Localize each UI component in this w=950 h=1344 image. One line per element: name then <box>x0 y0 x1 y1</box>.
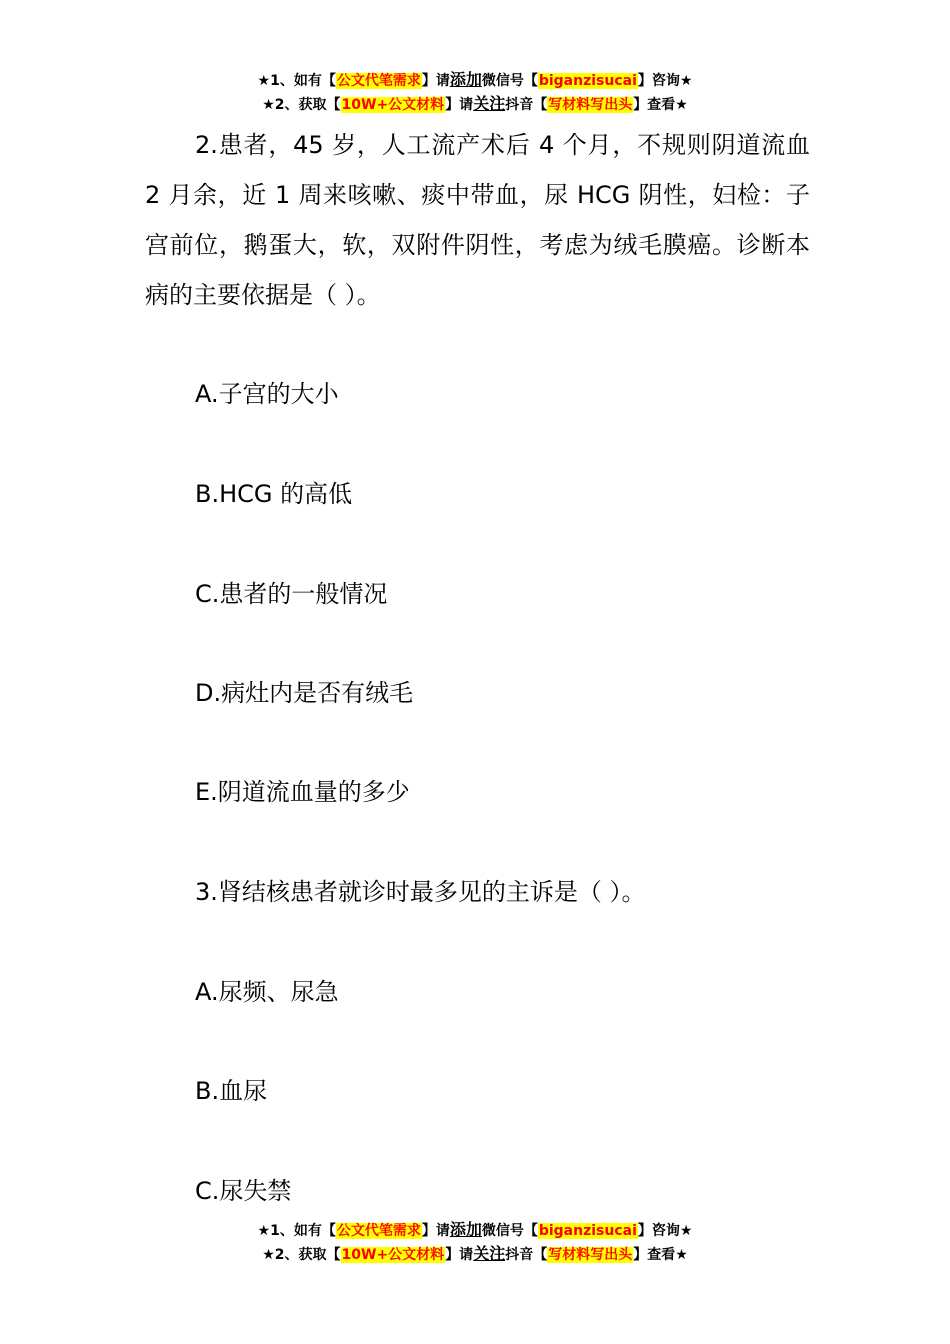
question-2-option-a: A.子宫的大小 <box>195 380 339 408</box>
banner-line-2: ★2、获取【10W+公文材料】请关注抖音【写材料写出头】查看★ <box>262 94 688 113</box>
highlight-service: 公文代笔需求 <box>336 1223 421 1239</box>
highlight-materials: 10W+公文材料 <box>341 1247 445 1263</box>
banner-line-1: ★1、如有【公文代笔需求】请添加微信号【biganzisucai】咨询★ <box>257 1220 693 1239</box>
question-2-option-e: E.阴道流血量的多少 <box>195 778 410 806</box>
question-2-option-d: D.病灶内是否有绒毛 <box>195 679 414 707</box>
question-3-option-b: B.血尿 <box>195 1077 268 1105</box>
footer-banner <box>0 1218 950 1266</box>
question-2-option-c: C.患者的一般情况 <box>195 580 388 608</box>
question-2 <box>145 120 810 320</box>
question-3-option-a: A.尿频、尿急 <box>195 978 339 1006</box>
banner-line-1: ★1、如有【公文代笔需求】请添加微信号【biganzisucai】咨询★ <box>257 70 693 89</box>
wechat-id: biganzisucai <box>538 1223 637 1239</box>
question-3-stem: 3.肾结核患者就诊时最多见的主诉是（ ）。 <box>195 878 646 906</box>
wechat-id: biganzisucai <box>538 73 637 89</box>
highlight-service: 公文代笔需求 <box>336 73 421 89</box>
question-3-option-c: C.尿失禁 <box>195 1177 292 1205</box>
question-2-option-b: B.HCG 的高低 <box>195 480 353 508</box>
banner-line-2: ★2、获取【10W+公文材料】请关注抖音【写材料写出头】查看★ <box>262 1244 688 1263</box>
douyin-account: 写材料写出头 <box>548 97 633 113</box>
header-banner <box>0 68 950 116</box>
question-2-stem: 2.患者，45 岁，人工流产术后 4 个月，不规则阴道流血 2 月余，近 1 周来咳嗽、痰中带血，尿 HCG 阴性，妇检：子宫前位，鹅蛋大，软，双附件阴性，考虑为绒毛膜癌。诊断本病的主要依据是（ ）。 <box>145 131 810 309</box>
highlight-materials: 10W+公文材料 <box>341 97 445 113</box>
douyin-account: 写材料写出头 <box>548 1247 633 1263</box>
